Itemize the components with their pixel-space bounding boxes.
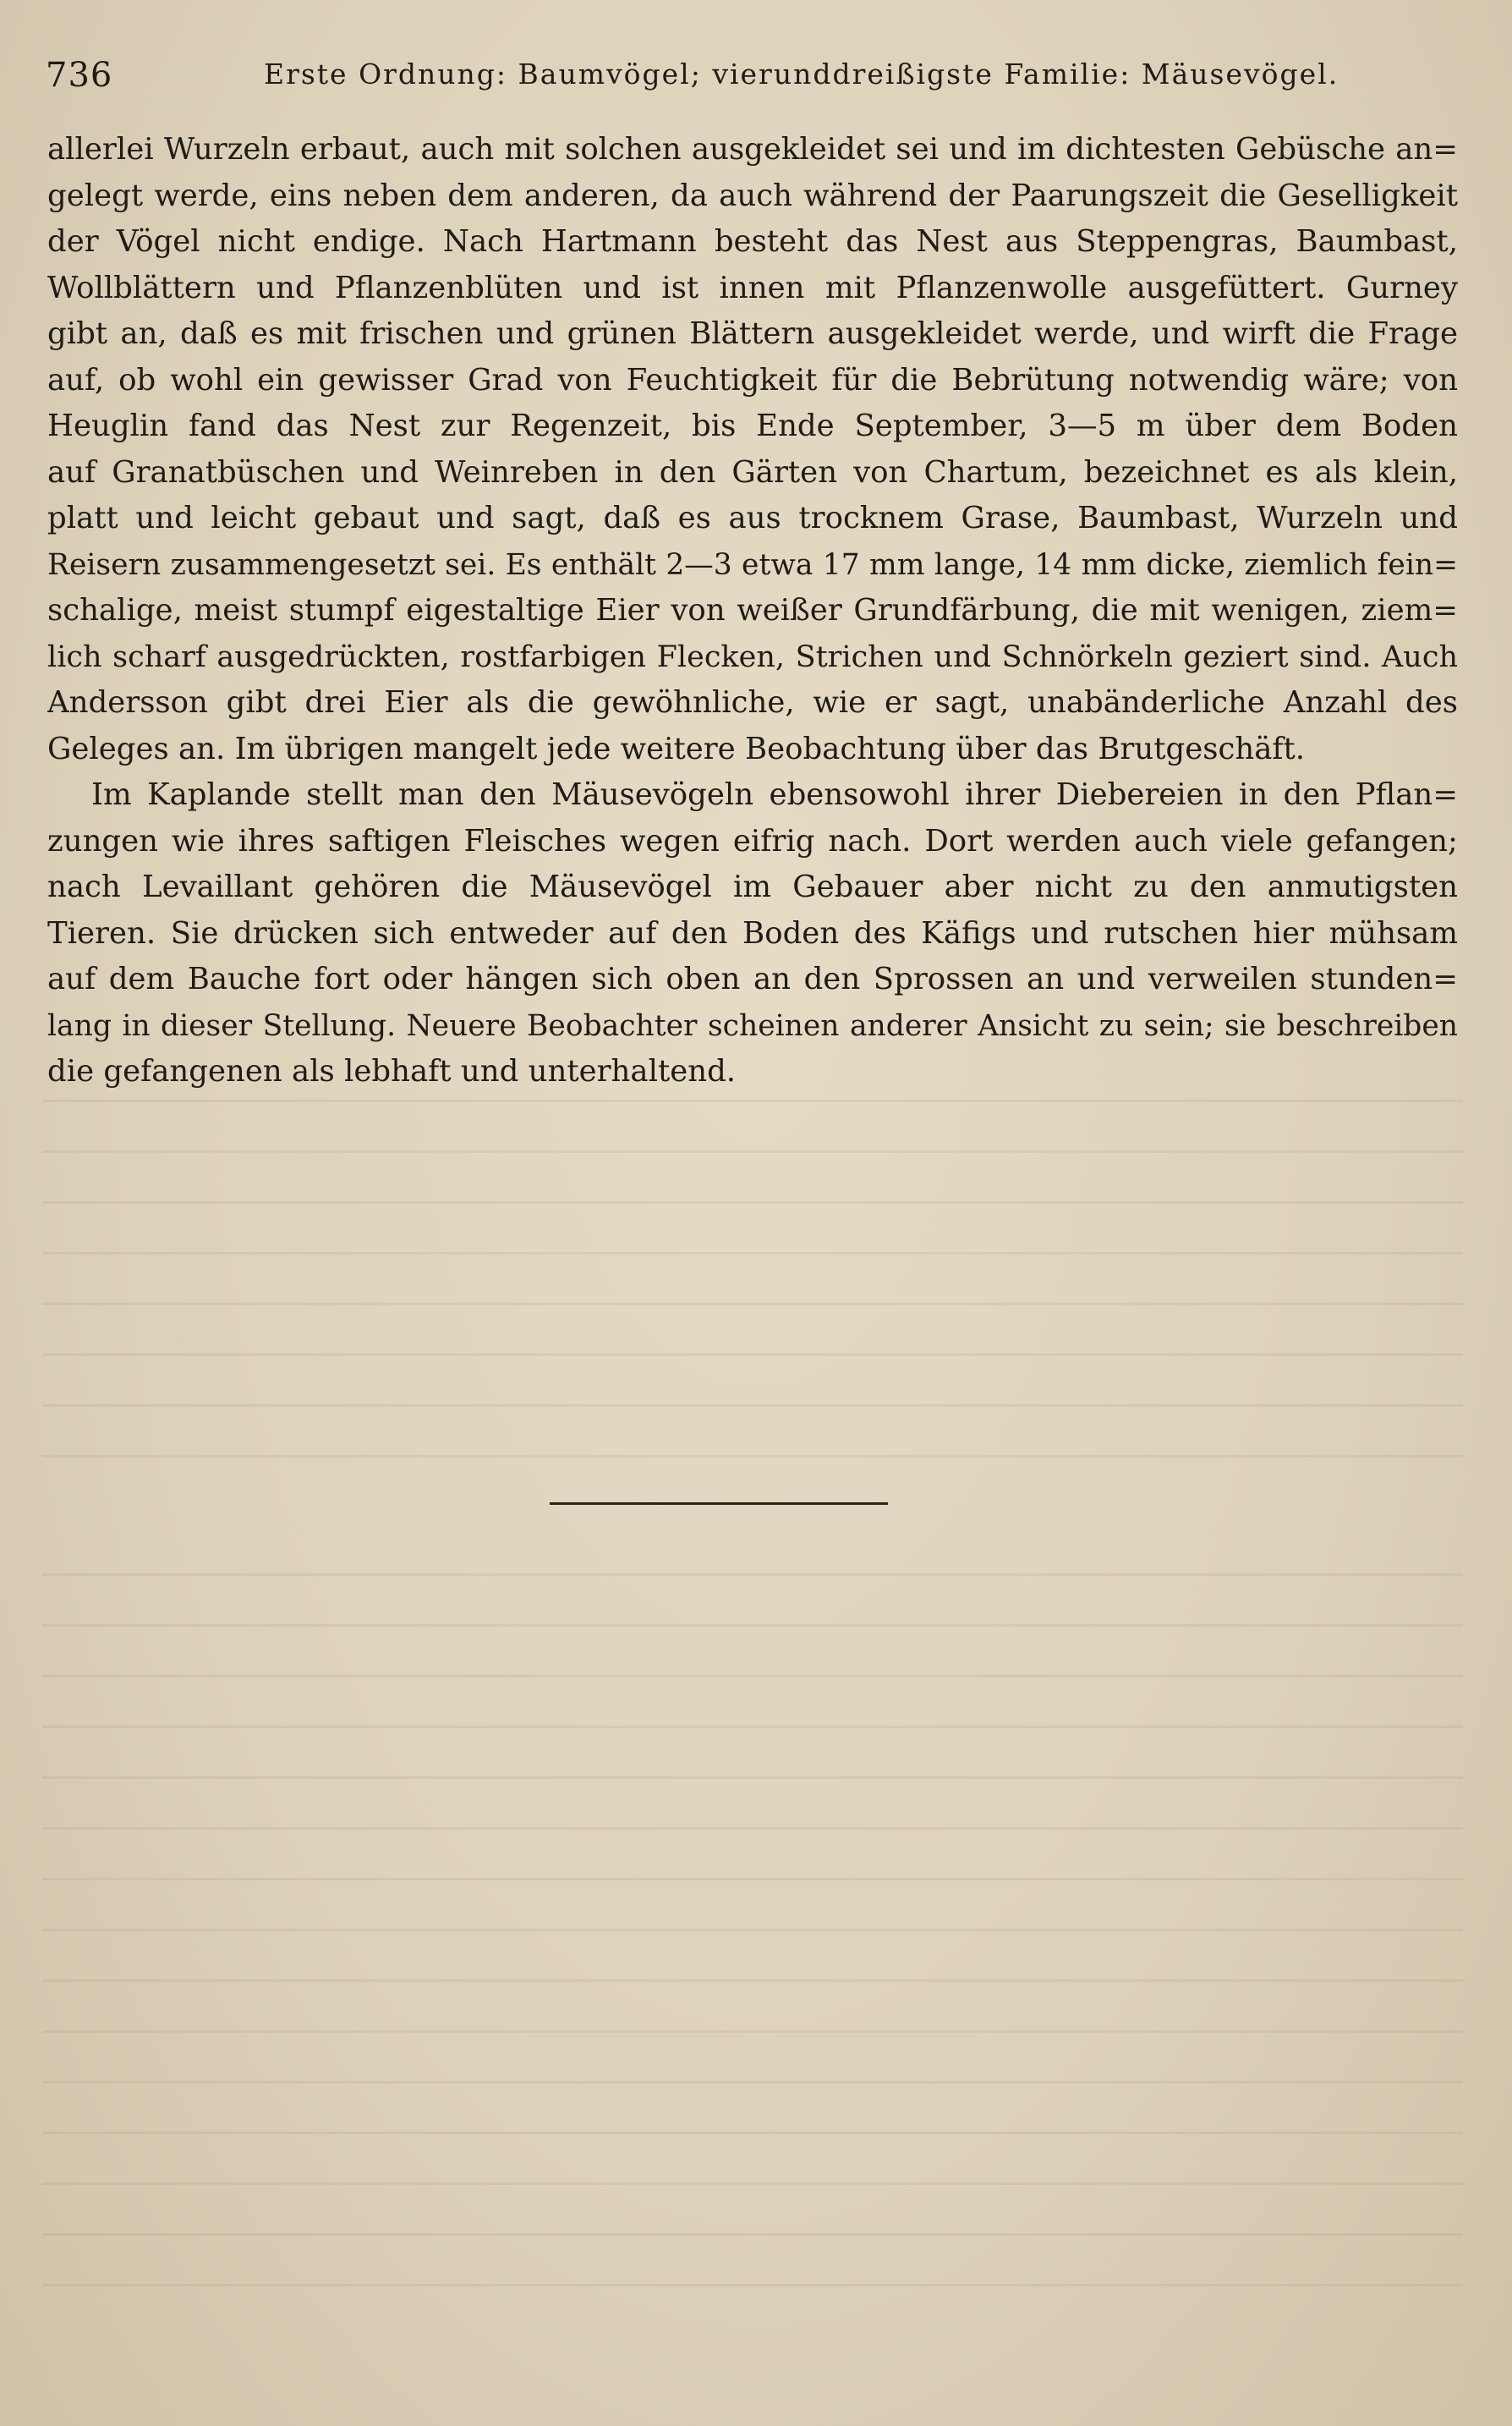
paragraph: [47, 772, 1458, 1095]
bleed-through-line: [42, 1100, 1463, 1102]
bleed-through-line: [42, 1979, 1463, 1982]
bleed-through-line: [42, 1573, 1463, 1576]
text-line: gelegt werde, eins neben dem anderen, da auch während der Paarungszeit die Geselligkeit: [47, 178, 1458, 213]
bleed-through-line: [42, 2233, 1463, 2236]
text-line: Heuglin fand das Nest zur Regenzeit, bis Ende September, 3—5 m über dem Boden: [47, 409, 1458, 443]
bleed-through-line: [42, 1353, 1463, 1356]
text-line: schalige, meist stumpf eigestaltige Eier von weißer Grundfärbung, die mit wenigen, ziem=: [47, 593, 1458, 628]
bleed-through-line: [42, 1455, 1463, 1457]
text-line: Tieren. Sie drücken sich entweder auf den Boden des Käfigs und rutschen hier mühsam: [47, 915, 1458, 951]
bleed-through-line: [42, 1726, 1463, 1728]
bleed-through-line: [42, 1929, 1463, 1931]
text-line: auf Granatbüschen und Weinreben in den Gärten von Chartum, bezeichnet es als klein,: [47, 454, 1458, 490]
running-title: Erste Ordnung: Baumvögel; vierunddreißigste Familie: Mäusevögel.: [264, 58, 1339, 91]
bleed-through-line: [42, 2182, 1463, 2185]
text-line: Reisern zusammengesetzt sei. Es enthält 2—3 etwa 17 mm lange, 14 mm dicke, ziemlich fein=: [47, 547, 1458, 582]
running-head: [46, 49, 1475, 100]
text-line: auf, ob wohl ein gewisser Grad von Feuchtigkeit für die Bebrütung notwendig wäre; von: [47, 362, 1458, 398]
text-line: nach Levaillant gehören die Mäusevögel im Gebauer aber nicht zu den anmutigsten: [47, 870, 1458, 904]
text-line: gibt an, daß es mit frischen und grünen Blättern ausgekleidet werde, und wirft die Frage: [47, 316, 1458, 351]
text-line: allerlei Wurzeln erbaut, auch mit solchen ausgekleidet sei und im dichtesten Gebüsche an=: [47, 132, 1458, 167]
text-line: der Vögel nicht endige. Nach Hartmann besteht das Nest aus Steppengras, Baumbast,: [47, 224, 1458, 259]
bleed-through-line: [42, 1827, 1463, 1830]
text-line: Geleges an. Im übrigen mangelt jede weitere Beobachtung über das Brutgeschäft.: [47, 731, 1306, 766]
text-line: Wollblättern und Pflanzenblüten und ist innen mit Pflanzenwolle ausgefüttert. Gurney: [47, 270, 1458, 305]
bleed-through-line: [42, 2081, 1463, 2083]
page-number: 736: [46, 56, 113, 95]
bleed-through-line: [42, 1303, 1463, 1305]
text-line: zungen wie ihres saftigen Fleisches wegen eifrig nach. Dort werden auch viele gefangen;: [47, 823, 1458, 859]
bleed-through-line: [42, 1201, 1463, 1204]
bleed-through-line: [42, 1878, 1463, 1880]
text-line: Im Kaplande stellt man den Mäusevögeln ebensowohl ihrer Diebereien in den Pflan=: [91, 777, 1458, 812]
bleed-through-line: [42, 2030, 1463, 2033]
paragraph: [47, 127, 1458, 772]
bleed-through-line: [42, 1404, 1463, 1407]
bleed-through-line: [42, 1252, 1463, 1254]
text-line: die gefangenen als lebhaft und unterhaltend.: [47, 1054, 737, 1089]
bleed-through-line: [42, 2132, 1463, 2134]
bleed-through-line: [42, 1675, 1463, 1677]
bleed-through-line: [42, 1624, 1463, 1627]
bleed-through-line: [42, 1150, 1463, 1153]
text-line: Andersson gibt drei Eier als die gewöhnliche, wie er sagt, unabänderliche Anzahl des: [47, 685, 1458, 720]
bleed-through-line: [42, 2284, 1463, 2286]
text-line: auf dem Bauche fort oder hängen sich oben an den Sprossen an und verweilen stunden=: [47, 962, 1458, 996]
bleed-through-line: [42, 1776, 1463, 1779]
text-line: platt und leicht gebaut und sagt, daß es aus trocknem Grase, Baumbast, Wurzeln und: [47, 501, 1458, 535]
text-line: lich scharf ausgedrückten, rostfarbigen Flecken, Strichen und Schnörkeln geziert sind. Auch: [47, 639, 1458, 674]
section-divider: [550, 1502, 888, 1505]
body-text: [47, 127, 1458, 1095]
text-line: lang in dieser Stellung. Neuere Beobachter scheinen anderer Ansicht zu sein; sie beschreiben: [47, 1008, 1458, 1043]
